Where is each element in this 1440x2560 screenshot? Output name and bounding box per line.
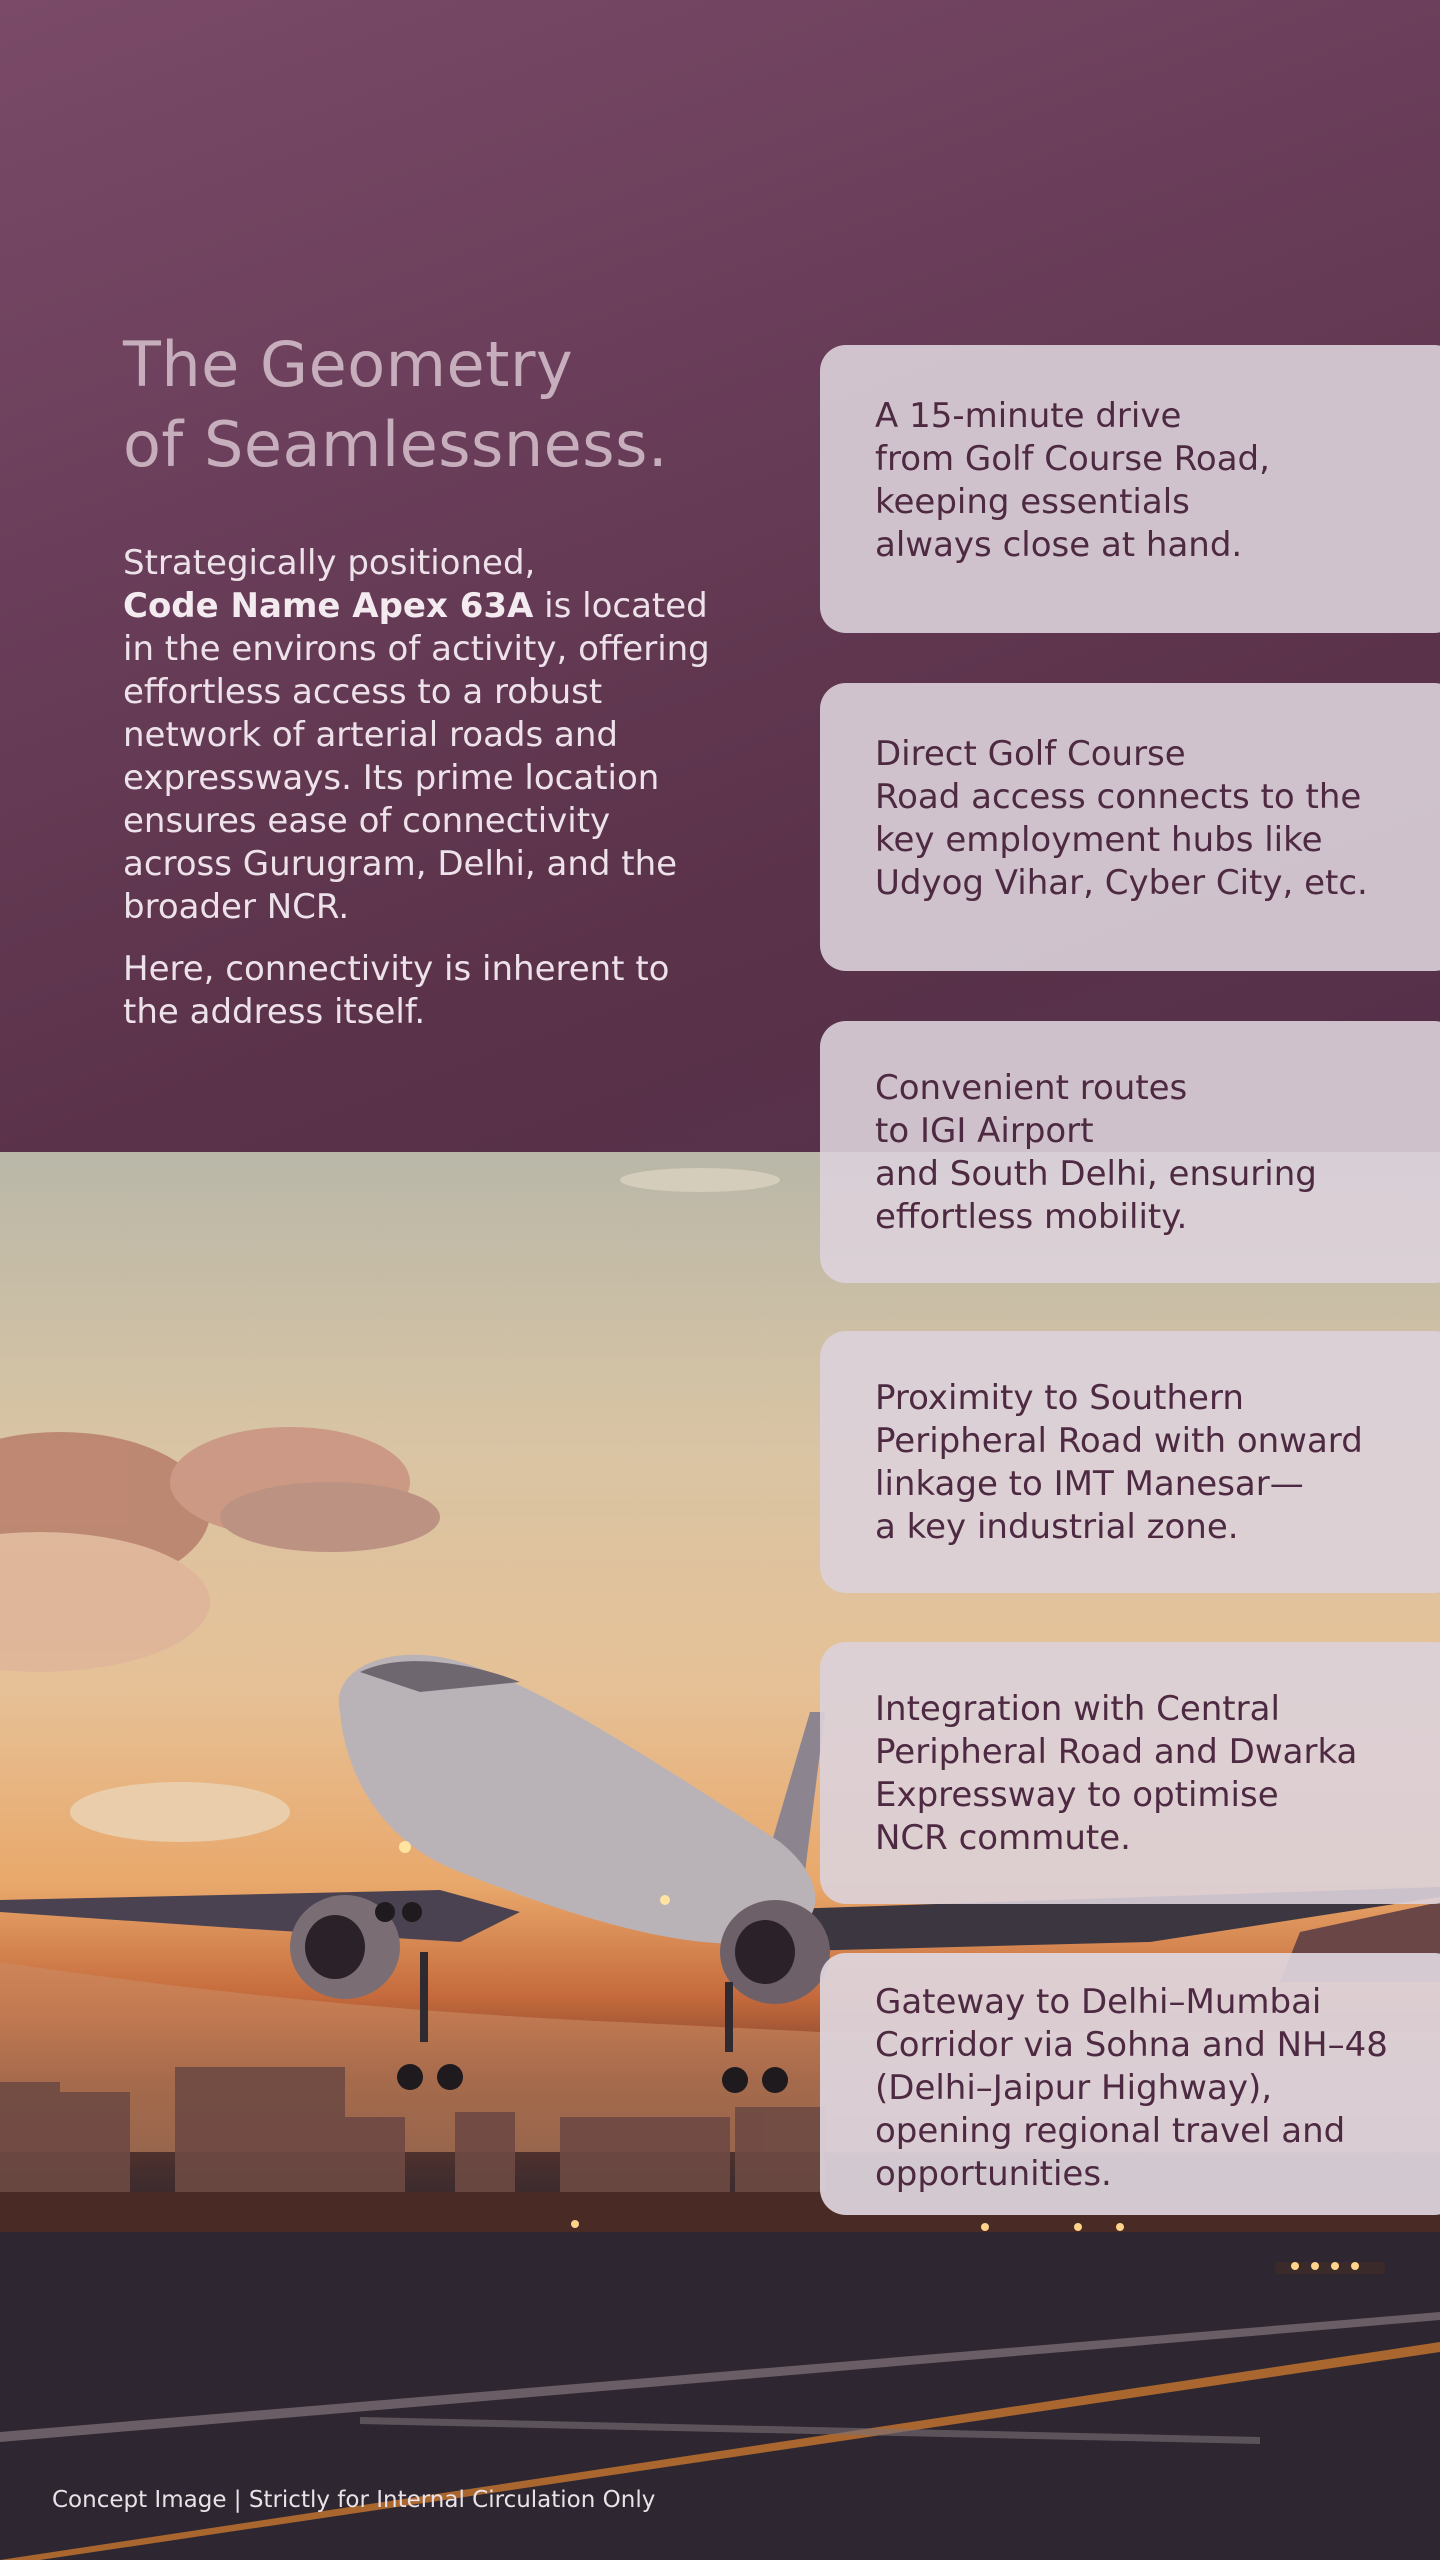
intro-closing: Here, connectivity is inherent to the address itself.	[123, 949, 670, 1032]
connectivity-card-delhi-mumbai-corridor	[820, 1953, 1440, 2215]
card-text: Convenient routes to IGI Airport and South Delhi, ensuring effortless mobility.	[875, 1068, 1317, 1237]
connectivity-card-golf-course-drive	[820, 345, 1440, 633]
card-text: Proximity to Southern Peripheral Road with onward linkage to IMT Manesar— a key industrial zone.	[875, 1378, 1363, 1547]
page-headline	[123, 325, 668, 485]
connectivity-card-employment-hubs	[820, 683, 1440, 971]
card-text: A 15-minute drive from Golf Course Road, keeping essentials always close at hand.	[875, 396, 1270, 565]
card-text: Integration with Central Peripheral Road and Dwarka Expressway to optimise NCR commute.	[875, 1689, 1358, 1858]
intro-paragraph	[123, 542, 723, 929]
headline-line-2: of Seamlessness.	[123, 408, 669, 481]
intro-body: is located in the environs of activity, offering effortless access to a robust network of arterial roads and expressways. Its prime location ensures ease of connectivity across Gurugram, Delhi, and the broader NCR.	[123, 586, 710, 927]
headline-line-1: The Geometry	[123, 328, 574, 401]
connectivity-card-central-peripheral	[820, 1642, 1440, 1904]
card-text: Direct Golf Course Road access connects to the key employment hubs like Udyog Vihar, Cyber City, etc.	[875, 734, 1368, 903]
connectivity-card-airport	[820, 1021, 1440, 1283]
project-name: Code Name Apex 63A	[123, 586, 534, 626]
intro-lead: Strategically positioned,	[123, 543, 536, 583]
card-text: Gateway to Delhi–Mumbai Corridor via Sohna and NH–48 (Delhi–Jaipur Highway), opening regional travel and opportunities.	[875, 1982, 1388, 2194]
footer-disclaimer: Concept Image | Strictly for Internal Circulation Only	[52, 2487, 656, 2513]
connectivity-card-southern-peripheral	[820, 1331, 1440, 1593]
